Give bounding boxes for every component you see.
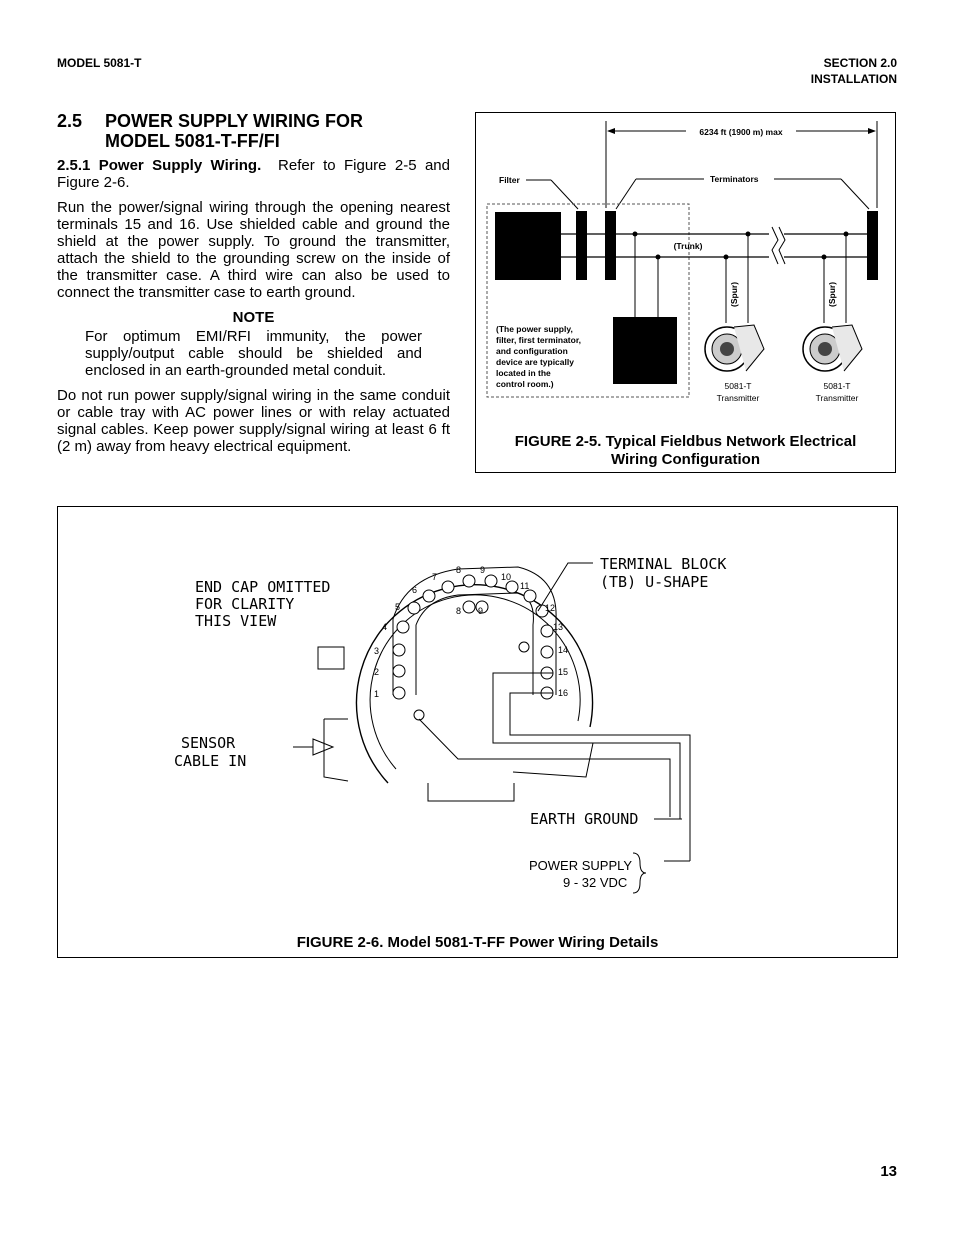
note-text: For optimum EMI/RFI immunity, the power supply/output cable should be shielded and enclosed in an earth-grounded metal conduit. (85, 328, 422, 379)
terminal-number: 8 (456, 565, 462, 575)
figure-2-6-caption: FIGURE 2-6. Model 5081-T-FF Power Wiring Details (296, 934, 659, 951)
control-room-note (496, 324, 581, 389)
terminal-number: 14 (558, 645, 569, 655)
figure-2-6 (57, 506, 898, 958)
note-line: filter, first terminator, (496, 335, 582, 345)
fieldbus-diagram (476, 113, 897, 474)
inner-terminal-number: 9 (478, 606, 484, 616)
end-cap-line: END CAP OMITTED (195, 578, 331, 596)
earth-ground-label: EARTH GROUND (530, 810, 639, 828)
sub-text: Refer to Figure 2-5 and Figure 2-6. (57, 157, 450, 191)
note-line: control room.) (496, 379, 554, 389)
terminal-number: 15 (558, 667, 569, 677)
housing-base (428, 783, 514, 801)
wire-terminal-16 (510, 693, 690, 861)
terminal-number: 16 (558, 688, 569, 698)
section-title (57, 111, 363, 151)
header-section-sub: INSTALLATION (810, 72, 897, 86)
note-heading: NOTE (232, 309, 275, 326)
body-text (57, 157, 450, 463)
terminal-number: 10 (501, 572, 512, 582)
header-model: MODEL 5081-T (57, 56, 142, 70)
housing-left-boss (324, 719, 348, 781)
terminal-number: 4 (382, 622, 388, 632)
voltage-label: 9 - 32 VDC (563, 875, 628, 890)
terminator-right (867, 211, 878, 280)
transmitter-1-label: Transmitter (716, 393, 760, 403)
filter-label: Filter (499, 175, 520, 185)
trunk-break-left (772, 227, 778, 264)
transmitter-1-icon (705, 325, 764, 371)
term-leader-right-diag (841, 179, 869, 209)
paragraph-1: Run the power/signal wiring through the opening nearest terminals 15 and 16. Use shielded cable and ground the shield at the power supply. To ground the transmitter, attach the shield to the grounding screw on the inside of the transmitter case. A third wire can also be used to connect the transmitter case to earth ground. (57, 199, 450, 301)
transmitter-2-icon (803, 325, 862, 371)
transmitter-2-model: 5081-T (823, 381, 851, 391)
terminal-block-line: TERMINAL BLOCK (600, 555, 727, 573)
figure-2-5 (475, 112, 896, 473)
terminal-number: 12 (545, 603, 556, 613)
terminal-number: 5 (395, 602, 401, 612)
terminal-number: 6 (412, 585, 418, 595)
sub-heading: 2.5.1 Power Supply Wiring. (57, 157, 262, 174)
terminal-number: 1 (374, 689, 380, 699)
housing-outer-arc (357, 585, 593, 783)
end-cap-line: FOR CLARITY (195, 595, 295, 613)
terminal-number: 7 (432, 572, 438, 582)
wire-earth-ground (419, 719, 670, 817)
housing-lug (318, 647, 344, 669)
transmitter-2-label: Transmitter (815, 393, 859, 403)
inner-terminal-number: 8 (456, 606, 462, 616)
power-supply-label: POWER SUPPLY (529, 858, 633, 873)
caption-line-1: FIGURE 2-5. Typical Fieldbus Network Electrical (514, 433, 857, 450)
section-title-line1: POWER SUPPLY WIRING FOR (105, 111, 364, 131)
note-line: located in the (496, 368, 551, 378)
terminal-number: 13 (553, 622, 564, 632)
end-cap-line: THIS VIEW (195, 612, 277, 630)
power-supply-brace (633, 853, 646, 893)
section-number: 2.5 (57, 111, 83, 131)
housing-right-boss (513, 743, 593, 777)
terminator-left (605, 211, 616, 280)
spur-label-2: (Spur) (827, 281, 837, 307)
terminal-block-outline (393, 567, 556, 695)
section-title-line2: MODEL 5081-T-FF/FI (105, 131, 280, 151)
terminators-label: Terminators (710, 174, 759, 184)
figure-2-5-caption (476, 433, 895, 469)
sensor-arrow-head (313, 739, 333, 755)
terminal-number: 3 (374, 646, 380, 656)
terminal-screws (393, 575, 556, 720)
note-line: device are typically (496, 357, 574, 367)
trunk-break-right (779, 227, 785, 264)
caption-line-2: Wiring Configuration (610, 451, 760, 468)
filter-leader-diag (551, 180, 578, 209)
dim-arrow-left (607, 128, 615, 134)
configuration-device-block (613, 317, 677, 384)
distance-label: 6234 ft (1900 m) max (699, 127, 783, 137)
transmitter-1-model: 5081-T (724, 381, 752, 391)
header-section (811, 55, 897, 87)
terminal-number: 11 (520, 581, 530, 591)
trunk-label: (Trunk) (673, 241, 703, 251)
sensor-line: SENSOR (181, 734, 236, 752)
sensor-line: CABLE IN (174, 752, 247, 770)
page-number: 13 (880, 1163, 897, 1180)
wiring-detail-diagram (58, 507, 899, 959)
note-line: (The power supply, (496, 324, 573, 334)
dim-arrow-right (868, 128, 876, 134)
terminal-block-line: (TB) U-SHAPE (600, 573, 709, 591)
terminal-number: 2 (374, 667, 380, 677)
wire-terminal-15 (493, 673, 680, 819)
header-section-number: SECTION 2.0 (823, 56, 897, 70)
note-line: and configuration (496, 346, 568, 356)
terminal-number: 9 (480, 565, 486, 575)
filter-block (576, 211, 587, 280)
power-supply-block (495, 212, 561, 280)
spur-label-1: (Spur) (729, 281, 739, 307)
paragraph-2: Do not run power supply/signal wiring in the same conduit or cable tray with AC power lines or with relay actuated signal cables. Keep power supply/signal wiring at least 6 ft (2 m) away from heavy electrical equipment. (57, 387, 450, 455)
